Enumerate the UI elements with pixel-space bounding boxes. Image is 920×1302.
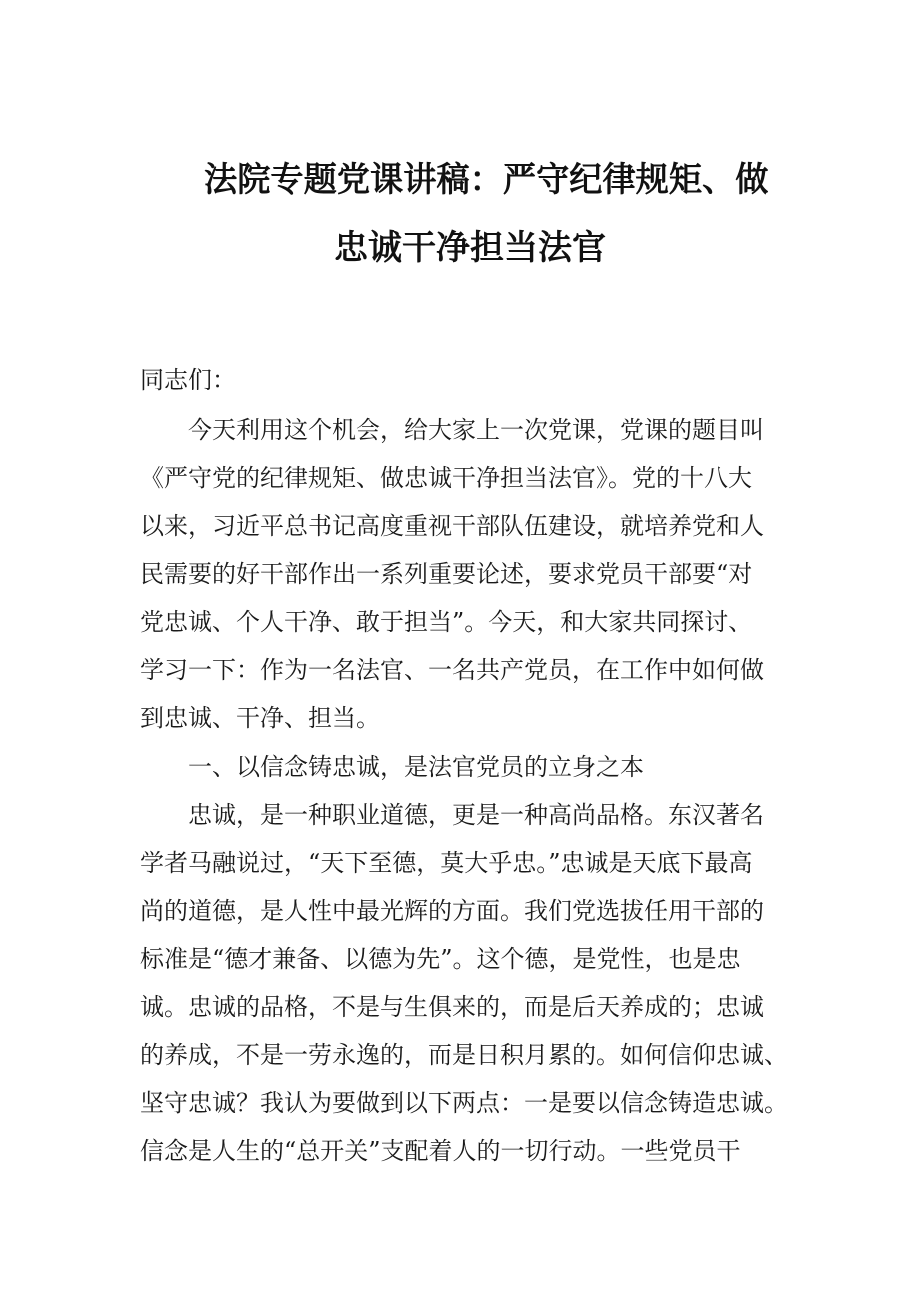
paragraph-line: 今天利用这个机会，给大家上一次党课，党课的题目叫 [188,416,764,444]
paragraph-line: 标准是“德才兼备、以德为先”。这个德，是党性，也是忠 [140,945,741,973]
paragraph-line: 以来，习近平总书记高度重视干部队伍建设，就培养党和人 [140,512,764,540]
paragraph-line: 尚的道德，是人性中最光辉的方面。我们党选拔任用干部的 [140,897,764,925]
paragraph-line: 到忠诚、干净、担当。 [140,704,380,732]
paragraph-line: 的养成，不是一劳永逸的，而是日积月累的。如何信仰忠诚、 [140,1041,788,1069]
paragraph-line: 《严守党的纪律规矩、做忠诚干净担当法官》。党的十八大 [140,464,752,492]
paragraph-line: 民需要的好干部作出一系列重要论述，要求党员干部要“对 [140,560,753,588]
paragraph-line: 党忠诚、个人干净、敢于担当”。今天，和大家共同探讨、 [140,608,753,636]
paragraph-line: 坚守忠诚？我认为要做到以下两点：一是要以信念铸造忠诚。 [140,1089,788,1117]
paragraph-line: 诚。忠诚的品格，不是与生俱来的，而是后天养成的；忠诚 [140,993,764,1021]
greeting: 同志们： [140,366,236,394]
paragraph-line: 忠诚，是一种职业道德，更是一种高尚品格。东汉著名 [188,801,764,829]
document-title-line-2: 忠诚干净担当法官 [334,228,606,268]
section-heading: 一、以信念铸忠诚，是法官党员的立身之本 [188,753,644,781]
document-title-line-1: 法院专题党课讲稿：严守纪律规矩、做 [204,160,769,200]
paragraph-line: 学者马融说过，“天下至德，莫大乎忠。”忠诚是天底下最高 [140,849,753,877]
paragraph-line: 学习一下：作为一名法官、一名共产党员，在工作中如何做 [140,656,764,684]
paragraph-line: 信念是人生的“总开关”支配着人的一切行动。一些党员干 [140,1137,741,1165]
